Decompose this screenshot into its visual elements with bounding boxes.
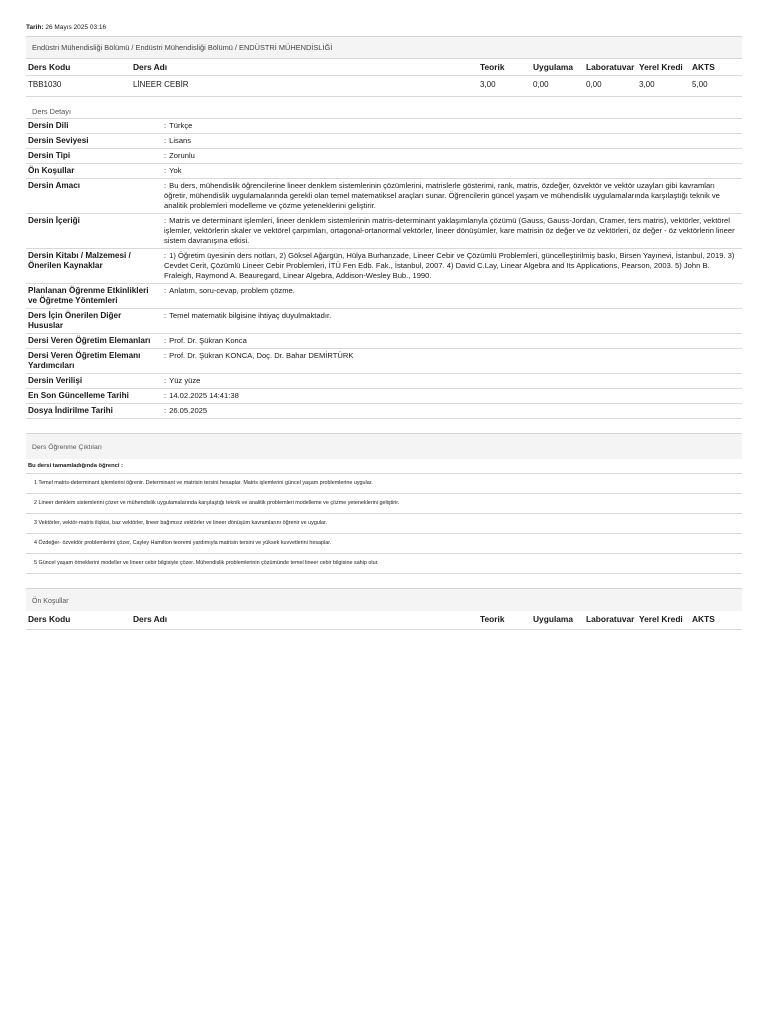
detail-value: Anlatım, soru-cevap, problem çözme. <box>169 286 295 295</box>
col-header: Uygulama <box>531 59 584 76</box>
detail-label: Dersin Amacı <box>26 179 160 214</box>
detail-row <box>26 249 742 284</box>
detail-value: Prof. Dr. Şükran KONCA, Doç. Dr. Bahar DEMİRTÜRK <box>169 351 354 360</box>
detail-label: Dersin Seviyesi <box>26 134 160 149</box>
col-header: AKTS <box>690 59 742 76</box>
detail-label: Dosya İndirilme Tarihi <box>26 404 160 419</box>
detail-row <box>26 179 742 214</box>
detail-row <box>26 389 742 404</box>
col-header: Teorik <box>478 611 531 630</box>
detail-title: Ders Detayı <box>26 97 742 119</box>
detail-row <box>26 309 742 334</box>
detail-value-cell <box>160 164 742 179</box>
lab-hours: 0,00 <box>584 76 637 97</box>
prereq-table-header <box>26 611 742 630</box>
colon-separator: : <box>164 181 167 190</box>
ects: 5,00 <box>690 76 742 97</box>
list-item: 2 Lineer denklem sistemlerini çözer ve mühendislik uygulamalarında karşılaştığı teknik ve analitik problemleri modelleme ve çözme yeteneklerini geliştirir. <box>26 494 742 514</box>
col-header: Ders Kodu <box>26 59 131 76</box>
detail-value-cell <box>160 119 742 134</box>
date-label: Tarih: <box>26 24 44 31</box>
detail-row <box>26 349 742 374</box>
list-item: 3 Vektörler, vektör-matris ilişkisi, baz vektörler, lineer bağımsız vektörler ve lineer dönüşüm kavramlarını öğrenir ve uygular. <box>26 514 742 534</box>
detail-value: 1) Öğretim üyesinin ders notları, 2) Göksel Ağargün, Hülya Burhanzade, Lineer Cebir ve Çözümlü Problemleri, güncelleştirilmiş baskı, Birsen Yayınevi, İstanbul, 2019. 3) Cevdet Cerit, Çözümlü Lineer Cebir Problemleri, İTÜ Fen Edb. Fak., İstanbul, 2007. 4) David C.Lay, Linear Algebra and Its Applications, Pearson, 2003. 5) John B. Fraleigh, Raymond A. Beauregard, Linear Algebra, Addison-Wesley Bub., 1990. <box>164 251 735 280</box>
detail-row <box>26 214 742 249</box>
colon-separator: : <box>164 216 167 225</box>
detail-value-cell <box>160 389 742 404</box>
detail-label: Dersin Kitabı / Malzemesi / Önerilen Kaynaklar <box>26 249 160 284</box>
outcomes-lead: Bu dersi tamamladığında öğrenci : <box>26 459 742 474</box>
col-header: AKTS <box>690 611 742 630</box>
detail-label: Ön Koşullar <box>26 164 160 179</box>
col-header: Ders Adı <box>131 59 478 76</box>
print-date <box>26 24 742 36</box>
detail-value-cell <box>160 179 742 214</box>
local-credit: 3,00 <box>637 76 690 97</box>
detail-value-cell <box>160 349 742 374</box>
colon-separator: : <box>164 251 167 260</box>
list-item: 1 Temel matris-determinant işlemlerini öğrenir. Determinant ve matrisin tersini hesaplar. Matris işlemlerini güncel yaşam problemlerine uygular. <box>26 474 742 494</box>
detail-value-cell <box>160 214 742 249</box>
detail-value-cell <box>160 284 742 309</box>
detail-row <box>26 284 742 309</box>
detail-value: 14.02.2025 14:41:38 <box>169 391 239 400</box>
detail-value-cell <box>160 134 742 149</box>
detail-value: 26.05.2025 <box>169 406 208 415</box>
detail-label: Dersin İçeriği <box>26 214 160 249</box>
outcome-list <box>26 474 742 574</box>
course-code: TBB1030 <box>26 76 131 97</box>
colon-separator: : <box>164 391 167 400</box>
detail-label: Planlanan Öğrenme Etkinlikleri ve Öğretme Yöntemleri <box>26 284 160 309</box>
detail-value: Yok <box>169 166 182 175</box>
colon-separator: : <box>164 336 167 345</box>
detail-row <box>26 149 742 164</box>
col-header: Teorik <box>478 59 531 76</box>
detail-label: Ders İçin Önerilen Diğer Hususlar <box>26 309 160 334</box>
col-header: Ders Kodu <box>26 611 131 630</box>
colon-separator: : <box>164 376 167 385</box>
theory-hours: 3,00 <box>478 76 531 97</box>
col-header: Laboratuvar <box>584 611 637 630</box>
colon-separator: : <box>164 311 167 320</box>
detail-value: Temel matematik bilgisine ihtiyaç duyulmaktadır. <box>169 311 332 320</box>
detail-row <box>26 119 742 134</box>
detail-value: Zorunlu <box>169 151 195 160</box>
colon-separator: : <box>164 166 167 175</box>
detail-label: Dersin Tipi <box>26 149 160 164</box>
detail-label: Dersin Dili <box>26 119 160 134</box>
detail-row <box>26 374 742 389</box>
colon-separator: : <box>164 151 167 160</box>
table-row <box>26 76 742 97</box>
list-item: 5 Güncel yaşam örneklerini modeller ve lineer cebir bilgisiyle çözer. Mühendislik problemlerinin çözümünde temel lineer cebir bilgisine sahip olur. <box>26 554 742 574</box>
col-header: Yerel Kredi <box>637 611 690 630</box>
colon-separator: : <box>164 286 167 295</box>
col-header: Uygulama <box>531 611 584 630</box>
detail-label: Dersin Verilişi <box>26 374 160 389</box>
detail-value-cell <box>160 249 742 284</box>
detail-row <box>26 334 742 349</box>
detail-row <box>26 164 742 179</box>
colon-separator: : <box>164 121 167 130</box>
detail-table <box>26 119 742 419</box>
detail-label: En Son Güncelleme Tarihi <box>26 389 160 404</box>
list-item: 4 Özdeğer- özvektör problemlerini çözer, Cayley Hamilton teoremi yardımıyla matrisin tersini ve yüksek kuvvetlerini hesaplar. <box>26 534 742 554</box>
detail-value-cell <box>160 334 742 349</box>
detail-value: Lisans <box>169 136 192 145</box>
detail-value-cell <box>160 374 742 389</box>
date-value: 26 Mayıs 2025 03:16 <box>45 24 107 31</box>
prereq-table <box>26 611 742 630</box>
colon-separator: : <box>164 351 167 360</box>
col-header: Yerel Kredi <box>637 59 690 76</box>
detail-row <box>26 404 742 419</box>
detail-label: Dersi Veren Öğretim Elemanları <box>26 334 160 349</box>
outcomes-title: Ders Öğrenme Çıktıları <box>26 433 742 459</box>
col-header: Laboratuvar <box>584 59 637 76</box>
course-table-header <box>26 59 742 76</box>
detail-value: Prof. Dr. Şükran Konca <box>169 336 247 345</box>
course-table <box>26 59 742 97</box>
detail-value-cell <box>160 309 742 334</box>
detail-value: Matris ve determinant işlemleri, lineer denklem sistemlerinin matris-determinant yaklaşımlarıyla çözümü (Gauss, Gauss-Jordan, Cramer, ters matris), vektörler, vektörel işlemler, vektörlerin skaler ve vektörel çarpımları, ortagonal-ortanormal vektörler, lineer dönüşümler, kare matrisin öz değer ve öz vektörleri, öz değer - öz vektörlerin lineer sistem davranışına etkisi. <box>164 216 735 245</box>
detail-row <box>26 134 742 149</box>
prereq-title: Ön Koşullar <box>26 588 742 611</box>
detail-label: Dersi Veren Öğretim Elemanı Yardımcıları <box>26 349 160 374</box>
detail-value-cell <box>160 149 742 164</box>
detail-value-cell <box>160 404 742 419</box>
page <box>26 0 742 630</box>
detail-value: Türkçe <box>169 121 193 130</box>
colon-separator: : <box>164 406 167 415</box>
detail-value: Bu ders, mühendislik öğrencilerine lineer denklem sistemlerinin çözümlerini, matrislerle gösterimi, rank, matris, özdeğer, özvektör ve vektör uzayları gibi kavramları öğretir, mühendislik uygulamalarında gerekli olan temel matematiksel araçları sunar. Öğrencilerin güncel yaşam ve mühendislik uygulamalarında karşılaştığı teknik ve analitik problemleri modelleme ve çözme yeteneklerini geliştirir. <box>164 181 720 210</box>
detail-value: Yüz yüze <box>169 376 201 385</box>
breadcrumb: Endüstri Mühendisliği Bölümü / Endüstri Mühendisliği Bölümü / ENDÜSTRİ MÜHENDİSLİĞİ <box>26 36 742 59</box>
practice-hours: 0,00 <box>531 76 584 97</box>
course-name: LİNEER CEBİR <box>131 76 478 97</box>
col-header: Ders Adı <box>131 611 478 630</box>
colon-separator: : <box>164 136 167 145</box>
